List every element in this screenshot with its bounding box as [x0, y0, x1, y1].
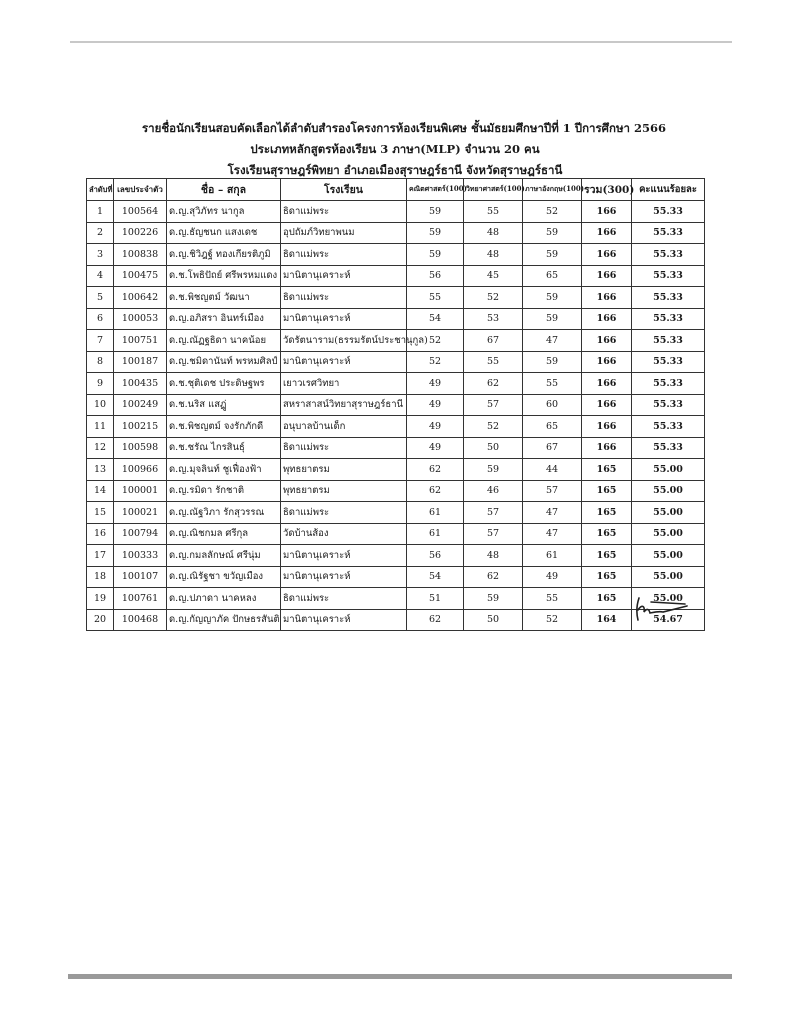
- percent-score: 54.67: [632, 609, 705, 631]
- school-name: พุทธยาตรม: [281, 459, 407, 481]
- row-no: 14: [87, 480, 114, 502]
- header-title: รายชื่อนักเรียนสอบคัดเลือกได้ลำดับสำรองโครงการห้องเรียนพิเศษ ชั้นมัธยมศึกษาปีที่ 1 ปีการศึกษา 2566: [142, 121, 666, 135]
- percent-score: 55.33: [632, 373, 705, 395]
- english-score: 52: [523, 201, 582, 223]
- student-id: 100021: [114, 502, 167, 524]
- school-name: วัดบ้านส้อง: [281, 523, 407, 545]
- total-score: 166: [582, 201, 632, 223]
- science-score: 46: [464, 480, 523, 502]
- total-score: 165: [582, 523, 632, 545]
- science-score: 48: [464, 545, 523, 567]
- student-name: ด.ญ.อภิสรา อินทร์เมือง: [167, 308, 281, 330]
- english-score: 47: [523, 502, 582, 524]
- math-score: 49: [407, 416, 464, 438]
- student-name: ด.ญ.ณิชกมล ศรีกุล: [167, 523, 281, 545]
- table-row: [87, 330, 705, 352]
- percent-score: 55.33: [632, 437, 705, 459]
- math-score: 49: [407, 394, 464, 416]
- table-row: [87, 437, 705, 459]
- math-score: 59: [407, 222, 464, 244]
- percent-score: 55.00: [632, 566, 705, 588]
- school-name: มานิตานุเคราะห์: [281, 545, 407, 567]
- table-row: [87, 502, 705, 524]
- english-score: 47: [523, 330, 582, 352]
- row-no: 10: [87, 394, 114, 416]
- percent-score: 55.00: [632, 523, 705, 545]
- student-id: 100249: [114, 394, 167, 416]
- table-row: [87, 265, 705, 287]
- student-id: 100468: [114, 609, 167, 631]
- student-name: ด.ญ.ณิรัฐชา ขวัญเมือง: [167, 566, 281, 588]
- percent-score: 55.00: [632, 459, 705, 481]
- school-name: อนุบาลบ้านเด็ก: [281, 416, 407, 438]
- student-id: 100215: [114, 416, 167, 438]
- student-name: ด.ญ.ณัฏฐธิดา นาคน้อย: [167, 330, 281, 352]
- school-name: อุปถัมภ์วิทยาพนม: [281, 222, 407, 244]
- school-name: มานิตานุเคราะห์: [281, 265, 407, 287]
- row-no: 20: [87, 609, 114, 631]
- percent-score: 55.00: [632, 545, 705, 567]
- row-no: 19: [87, 588, 114, 610]
- math-score: 55: [407, 287, 464, 309]
- student-id: 100838: [114, 244, 167, 266]
- total-score: 165: [582, 545, 632, 567]
- total-score: 166: [582, 265, 632, 287]
- school-name: ธิดาแม่พระ: [281, 287, 407, 309]
- row-no: 13: [87, 459, 114, 481]
- total-score: 166: [582, 373, 632, 395]
- row-no: 1: [87, 201, 114, 223]
- percent-score: 55.33: [632, 416, 705, 438]
- total-score: 166: [582, 437, 632, 459]
- col-header-id: เลขประจำตัว: [114, 179, 167, 201]
- science-score: 55: [464, 201, 523, 223]
- science-score: 45: [464, 265, 523, 287]
- science-score: 50: [464, 437, 523, 459]
- english-score: 52: [523, 609, 582, 631]
- percent-score: 55.33: [632, 351, 705, 373]
- total-score: 166: [582, 351, 632, 373]
- student-id: 100475: [114, 265, 167, 287]
- row-no: 6: [87, 308, 114, 330]
- student-id: 100761: [114, 588, 167, 610]
- science-score: 57: [464, 502, 523, 524]
- total-score: 166: [582, 416, 632, 438]
- table-row: [87, 394, 705, 416]
- total-score: 165: [582, 480, 632, 502]
- bottom-scan-line: [68, 974, 732, 979]
- student-id: 100564: [114, 201, 167, 223]
- math-score: 61: [407, 502, 464, 524]
- col-header-no: ลำดับที่: [87, 179, 114, 201]
- math-score: 56: [407, 545, 464, 567]
- science-score: 48: [464, 222, 523, 244]
- percent-score: 55.00: [632, 502, 705, 524]
- school-name: พุทธยาตรม: [281, 480, 407, 502]
- student-name: ด.ช.โพธิปัถย์ ศรีพรหมแดง: [167, 265, 281, 287]
- student-id: 100053: [114, 308, 167, 330]
- top-scan-line: [70, 41, 732, 43]
- row-no: 16: [87, 523, 114, 545]
- school-name: มานิตานุเคราะห์: [281, 308, 407, 330]
- row-no: 15: [87, 502, 114, 524]
- english-score: 57: [523, 480, 582, 502]
- english-score: 44: [523, 459, 582, 481]
- table-row: [87, 588, 705, 610]
- percent-score: 55.33: [632, 244, 705, 266]
- student-name: ด.ญ.รมิดา รักชาติ: [167, 480, 281, 502]
- student-id: 100598: [114, 437, 167, 459]
- col-header-english: ภาษาอังกฤษ(100): [523, 179, 582, 201]
- table-row: [87, 201, 705, 223]
- math-score: 49: [407, 373, 464, 395]
- english-score: 59: [523, 351, 582, 373]
- col-header-school: โรงเรียน: [281, 179, 407, 201]
- percent-score: 55.33: [632, 308, 705, 330]
- student-name: ด.ช.นริส แสฏู่: [167, 394, 281, 416]
- science-score: 55: [464, 351, 523, 373]
- english-score: 65: [523, 265, 582, 287]
- science-score: 57: [464, 394, 523, 416]
- table-row: [87, 545, 705, 567]
- total-score: 166: [582, 330, 632, 352]
- table-header-row: [87, 179, 705, 201]
- total-score: 165: [582, 459, 632, 481]
- table-row: [87, 351, 705, 373]
- row-no: 3: [87, 244, 114, 266]
- school-name: มานิตานุเคราะห์: [281, 609, 407, 631]
- row-no: 8: [87, 351, 114, 373]
- student-id: 100187: [114, 351, 167, 373]
- science-score: 62: [464, 566, 523, 588]
- student-id: 100435: [114, 373, 167, 395]
- row-no: 12: [87, 437, 114, 459]
- school-name: มานิตานุเคราะห์: [281, 351, 407, 373]
- math-score: 62: [407, 609, 464, 631]
- table-row: [87, 480, 705, 502]
- row-no: 5: [87, 287, 114, 309]
- math-score: 54: [407, 308, 464, 330]
- student-name: ด.ช.พิชญตม์ วัฒนา: [167, 287, 281, 309]
- math-score: 49: [407, 437, 464, 459]
- col-header-total: รวม(300): [582, 179, 632, 201]
- total-score: 165: [582, 588, 632, 610]
- percent-score: 55.33: [632, 222, 705, 244]
- total-score: 166: [582, 287, 632, 309]
- school-name: สหราสาสน์วิทยาสุราษฎร์ธานี: [281, 394, 407, 416]
- student-name: ด.ญ.ชิวิฎฐ์ ทองเกียรติภูมิ: [167, 244, 281, 266]
- english-score: 55: [523, 373, 582, 395]
- row-no: 18: [87, 566, 114, 588]
- student-name: ด.ช.ชรัณ ไกรสินธุ์: [167, 437, 281, 459]
- total-score: 165: [582, 502, 632, 524]
- english-score: 49: [523, 566, 582, 588]
- student-id: 100001: [114, 480, 167, 502]
- science-score: 53: [464, 308, 523, 330]
- english-score: 47: [523, 523, 582, 545]
- science-score: 48: [464, 244, 523, 266]
- percent-score: 55.00: [632, 480, 705, 502]
- school-name: เยาวเรศวิทยา: [281, 373, 407, 395]
- student-name: ด.ญ.ณัฐวิภา รักสุวรรณ: [167, 502, 281, 524]
- row-no: 9: [87, 373, 114, 395]
- english-score: 59: [523, 308, 582, 330]
- table-row: [87, 416, 705, 438]
- student-id: 100966: [114, 459, 167, 481]
- total-score: 166: [582, 244, 632, 266]
- percent-score: 55.00: [632, 588, 705, 610]
- document-header: [85, 118, 705, 181]
- school-name: วัดรัตนาราม(ธรรมรัตน์ประชานุกูล): [281, 330, 407, 352]
- student-id: 100333: [114, 545, 167, 567]
- science-score: 67: [464, 330, 523, 352]
- total-score: 166: [582, 394, 632, 416]
- student-name: ด.ญ.ชมิดานันท์ พรหมศิลป์: [167, 351, 281, 373]
- percent-score: 55.33: [632, 330, 705, 352]
- math-score: 61: [407, 523, 464, 545]
- school-name: ธิดาแม่พระ: [281, 588, 407, 610]
- math-score: 52: [407, 330, 464, 352]
- english-score: 60: [523, 394, 582, 416]
- student-name: ด.ญ.สุวิภัทร นากูล: [167, 201, 281, 223]
- english-score: 61: [523, 545, 582, 567]
- table-row: [87, 244, 705, 266]
- table-row: [87, 373, 705, 395]
- school-name: ธิดาแม่พระ: [281, 502, 407, 524]
- student-id: 100226: [114, 222, 167, 244]
- math-score: 56: [407, 265, 464, 287]
- percent-score: 55.33: [632, 265, 705, 287]
- english-score: 67: [523, 437, 582, 459]
- table-row: [87, 566, 705, 588]
- school-name: มานิตานุเคราะห์: [281, 566, 407, 588]
- school-name: ธิดาแม่พระ: [281, 437, 407, 459]
- english-score: 59: [523, 222, 582, 244]
- student-name: ด.ญ.ปภาดา นาคหลง: [167, 588, 281, 610]
- percent-score: 55.33: [632, 201, 705, 223]
- header-school: โรงเรียนสุราษฎร์พิทยา อำเภอเมืองสุราษฎร์ธานี จังหวัดสุราษฎร์ธานี: [227, 163, 563, 177]
- student-id: 100642: [114, 287, 167, 309]
- percent-score: 55.33: [632, 394, 705, 416]
- col-header-percent: คะแนนร้อยละ: [632, 179, 705, 201]
- math-score: 62: [407, 480, 464, 502]
- col-header-name: ชื่อ – สกุล: [167, 179, 281, 201]
- science-score: 50: [464, 609, 523, 631]
- table-row: [87, 222, 705, 244]
- student-id: 100107: [114, 566, 167, 588]
- science-score: 52: [464, 416, 523, 438]
- col-header-science: วิทยาศาสตร์(100): [464, 179, 523, 201]
- row-no: 4: [87, 265, 114, 287]
- row-no: 7: [87, 330, 114, 352]
- student-name: ด.ญ.มุจลินท์ ชูเฟื่องฟ้า: [167, 459, 281, 481]
- percent-score: 55.33: [632, 287, 705, 309]
- math-score: 62: [407, 459, 464, 481]
- row-no: 11: [87, 416, 114, 438]
- science-score: 59: [464, 459, 523, 481]
- english-score: 59: [523, 244, 582, 266]
- math-score: 51: [407, 588, 464, 610]
- table-row: [87, 609, 705, 631]
- science-score: 52: [464, 287, 523, 309]
- student-name: ด.ญ.ธัญชนก แสงเดช: [167, 222, 281, 244]
- row-no: 2: [87, 222, 114, 244]
- student-name: ด.ญ.กมลลักษณ์ ศรีนุ่ม: [167, 545, 281, 567]
- math-score: 54: [407, 566, 464, 588]
- student-id: 100794: [114, 523, 167, 545]
- student-id: 100751: [114, 330, 167, 352]
- total-score: 166: [582, 222, 632, 244]
- math-score: 52: [407, 351, 464, 373]
- english-score: 59: [523, 287, 582, 309]
- results-table: [86, 178, 705, 631]
- school-name: ธิดาแม่พระ: [281, 244, 407, 266]
- table-row: [87, 287, 705, 309]
- row-no: 17: [87, 545, 114, 567]
- total-score: 165: [582, 566, 632, 588]
- science-score: 59: [464, 588, 523, 610]
- student-name: ด.ญ.กัญญาภัค ปักษธรสันติ: [167, 609, 281, 631]
- table-row: [87, 459, 705, 481]
- total-score: 166: [582, 308, 632, 330]
- signature: [633, 594, 693, 624]
- math-score: 59: [407, 244, 464, 266]
- science-score: 62: [464, 373, 523, 395]
- col-header-math: คณิตศาสตร์(100): [407, 179, 464, 201]
- school-name: ธิดาแม่พระ: [281, 201, 407, 223]
- science-score: 57: [464, 523, 523, 545]
- student-name: ด.ช.ชุติเดช ประดิษฐพร: [167, 373, 281, 395]
- header-program: ประเภทหลักสูตรห้องเรียน 3 ภาษา(MLP) จำนวน 20 คน: [250, 142, 540, 156]
- english-score: 55: [523, 588, 582, 610]
- english-score: 65: [523, 416, 582, 438]
- student-name: ด.ช.พิชญตม์ จงรักภักดี: [167, 416, 281, 438]
- table-row: [87, 523, 705, 545]
- table-row: [87, 308, 705, 330]
- math-score: 59: [407, 201, 464, 223]
- total-score: 164: [582, 609, 632, 631]
